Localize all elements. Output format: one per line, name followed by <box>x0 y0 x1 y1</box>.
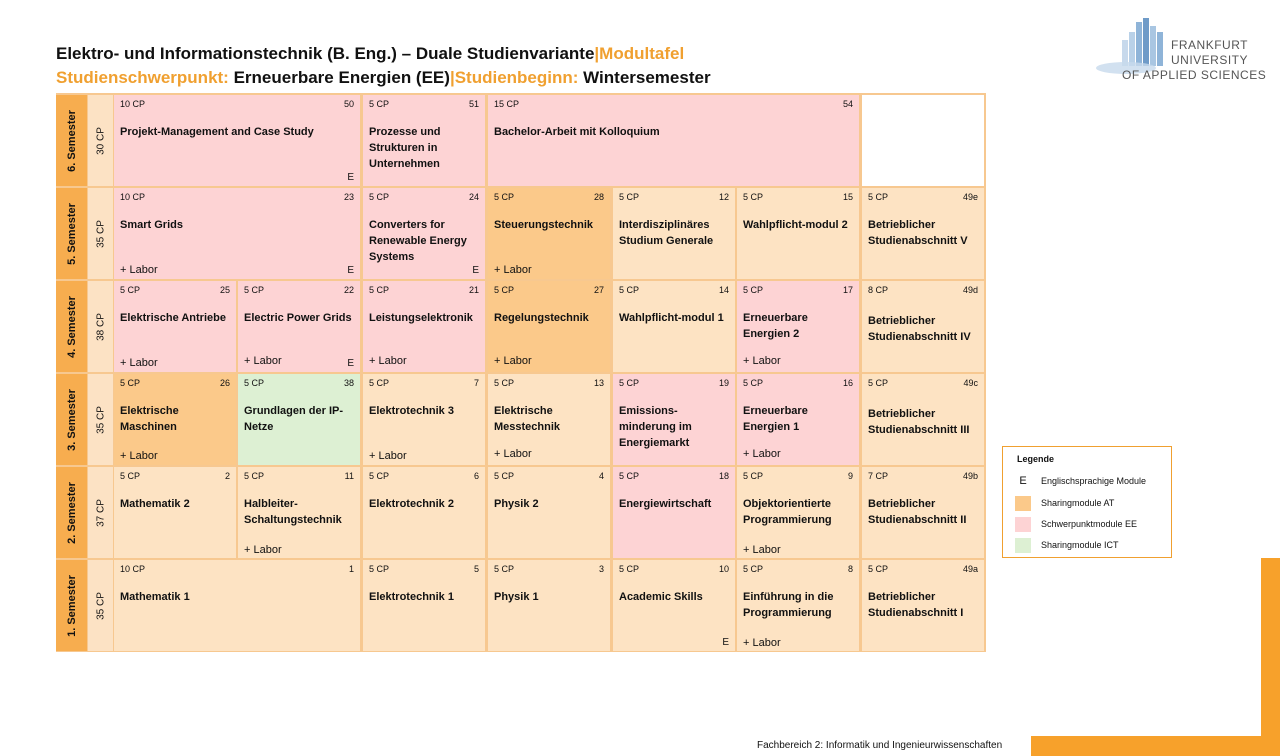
module-name: Mathematik 2 <box>120 498 190 510</box>
module-number: 49b <box>962 471 978 481</box>
semester-cp-text: 35 CP <box>95 591 106 620</box>
module-cp: 10 CP <box>120 564 146 574</box>
module-cell <box>613 374 735 465</box>
semester-cp <box>88 467 113 558</box>
module-cell <box>238 374 360 465</box>
module-number: 24 <box>468 192 479 202</box>
module-name: Erneuerbare Energien 1 <box>743 405 808 433</box>
module-name: Interdisziplinäres Studium Generale <box>619 219 714 247</box>
module-cell <box>862 467 984 558</box>
module-name: Elektrische Maschinen <box>120 405 179 433</box>
semester-label <box>56 281 87 372</box>
module-name: Physik 2 <box>494 498 539 510</box>
module-name: Elektrotechnik 2 <box>369 498 454 510</box>
module-number: 18 <box>718 471 729 481</box>
title-subtitle: Modultafel <box>599 44 685 63</box>
module-cell <box>363 95 485 186</box>
semester-label-text: 2. Semester <box>65 481 78 544</box>
module-cell <box>613 188 735 279</box>
module-name: Projekt-Management and Case Study <box>120 126 314 138</box>
module-name: Erneuerbare Energien 2 <box>743 312 808 340</box>
module-name: Leistungselektronik <box>369 312 473 324</box>
module-labor: + Labor <box>244 355 282 367</box>
module-name: Elektrische Antriebe <box>120 312 226 324</box>
module-cell <box>114 374 236 465</box>
module-cell <box>737 467 859 558</box>
module-cp: 5 CP <box>494 471 515 481</box>
module-number: 17 <box>842 285 853 295</box>
module-number: 49c <box>963 378 978 388</box>
module-number: 49e <box>962 192 978 202</box>
module-name: Energiewirtschaft <box>619 498 712 510</box>
module-number: 6 <box>473 471 479 481</box>
module-cell <box>114 95 360 186</box>
english-marker: E <box>472 265 479 276</box>
module-cp: 10 CP <box>120 99 146 109</box>
module-name: Grundlagen der IP-Netze <box>244 405 344 433</box>
module-labor: + Labor <box>494 448 532 460</box>
module-cell <box>114 281 236 372</box>
module-name: Electric Power Grids <box>244 312 352 324</box>
logo-line-1: FRANKFURT <box>1171 38 1248 52</box>
module-cp: 5 CP <box>369 471 390 481</box>
module-cp: 15 CP <box>494 99 520 109</box>
legend <box>1002 446 1172 558</box>
module-cell <box>488 281 610 372</box>
module-name: Regelungstechnik <box>494 312 589 324</box>
module-cp: 8 CP <box>868 285 889 295</box>
legend-item <box>1015 474 1165 490</box>
module-cp: 5 CP <box>619 471 640 481</box>
module-cell <box>114 467 236 558</box>
module-cell <box>363 188 485 279</box>
module-cell <box>114 560 360 651</box>
module-cp: 5 CP <box>494 564 515 574</box>
module-cp: 5 CP <box>494 378 515 388</box>
english-marker: E <box>347 265 354 276</box>
module-labor: + Labor <box>369 450 407 462</box>
module-number: 21 <box>468 285 479 295</box>
module-number: 27 <box>593 285 604 295</box>
module-number: 19 <box>718 378 729 388</box>
module-number: 49a <box>962 564 978 574</box>
module-number: 16 <box>842 378 853 388</box>
module-cell <box>238 281 360 372</box>
module-cp: 5 CP <box>619 564 640 574</box>
module-number: 7 <box>473 378 479 388</box>
module-name: Smart Grids <box>120 219 183 231</box>
semester-cp <box>88 560 113 651</box>
module-cp: 5 CP <box>120 285 141 295</box>
legend-swatch-at <box>1015 496 1031 511</box>
legend-label: Schwerpunktmodule EE <box>1041 519 1138 529</box>
module-cell <box>238 467 360 558</box>
module-labor: + Labor <box>743 355 781 367</box>
module-number: 50 <box>343 99 354 109</box>
semester-cp-text: 37 CP <box>95 498 106 527</box>
module-name: Elektrotechnik 3 <box>369 405 454 417</box>
module-cp: 5 CP <box>244 378 265 388</box>
legend-item <box>1015 538 1165 554</box>
module-cp: 5 CP <box>244 471 265 481</box>
module-cp: 5 CP <box>743 192 764 202</box>
module-labor: + Labor <box>369 355 407 367</box>
module-name: Prozesse und Strukturen in Unternehmen <box>369 126 441 170</box>
module-number: 10 <box>718 564 729 574</box>
module-name: Betrieblicher Studienabschnitt II <box>868 498 967 526</box>
module-cell <box>737 374 859 465</box>
module-cell <box>613 560 735 651</box>
module-number: 23 <box>343 192 354 202</box>
module-cell <box>488 95 859 186</box>
logo-line-3: OF APPLIED SCIENCES <box>1122 68 1267 82</box>
module-number: 25 <box>219 285 230 295</box>
module-cp: 5 CP <box>619 285 640 295</box>
module-cell <box>613 467 735 558</box>
module-cp: 5 CP <box>494 192 515 202</box>
module-cp: 5 CP <box>743 378 764 388</box>
module-cp: 5 CP <box>369 99 390 109</box>
page-title <box>56 44 684 64</box>
module-labor: + Labor <box>494 264 532 276</box>
module-name: Academic Skills <box>619 591 703 603</box>
module-number: 2 <box>224 471 230 481</box>
module-cp: 5 CP <box>868 192 889 202</box>
title-main: Elektro- und Informationstechnik (B. Eng.) – Duale Studienvariante <box>56 44 595 63</box>
module-name: Betrieblicher Studienabschnitt III <box>868 408 970 436</box>
module-number: 4 <box>598 471 604 481</box>
module-number: 22 <box>343 285 354 295</box>
legend-item <box>1015 517 1165 533</box>
module-cp: 5 CP <box>619 378 640 388</box>
module-cp: 5 CP <box>369 378 390 388</box>
module-cell <box>862 281 984 372</box>
module-cell <box>862 374 984 465</box>
module-name: Betrieblicher Studienabschnitt I <box>868 591 964 619</box>
module-cell <box>488 188 610 279</box>
module-name: Wahlpflicht-modul 1 <box>619 312 724 324</box>
module-labor: + Labor <box>743 637 781 649</box>
start-value: Wintersemester <box>583 68 711 87</box>
module-cell <box>363 281 485 372</box>
module-number: 15 <box>842 192 853 202</box>
legend-label: Sharingmodule ICT <box>1041 540 1119 550</box>
module-number: 49d <box>962 285 978 295</box>
title-separator: | <box>594 44 600 63</box>
legend-label: Sharingmodule AT <box>1041 498 1115 508</box>
page-subtitle <box>56 68 711 88</box>
module-number: 13 <box>593 378 604 388</box>
module-number: 26 <box>219 378 230 388</box>
semester-cp <box>88 95 113 186</box>
module-cell <box>114 188 360 279</box>
module-cell <box>862 560 984 651</box>
footer-text: Fachbereich 2: Informatik und Ingenieurwissenschaften <box>757 740 1003 751</box>
module-cell <box>488 560 610 651</box>
module-labor: + Labor <box>494 355 532 367</box>
module-cp: 5 CP <box>120 378 141 388</box>
module-cp: 5 CP <box>743 285 764 295</box>
module-name: Objektorientierte Programmierung <box>743 498 832 526</box>
empty-cell <box>862 95 984 186</box>
module-cp: 5 CP <box>120 471 141 481</box>
module-number: 3 <box>598 564 604 574</box>
english-marker: E <box>722 637 729 648</box>
module-name: Betrieblicher Studienabschnitt V <box>868 219 968 247</box>
start-label: Studienbeginn: <box>454 68 579 87</box>
semester-label <box>56 188 87 279</box>
semester-cp <box>88 188 113 279</box>
module-number: 54 <box>842 99 853 109</box>
subtitle-separator: | <box>449 68 455 87</box>
module-cp: 5 CP <box>369 285 390 295</box>
module-number: 11 <box>344 471 354 481</box>
module-name: Einführung in die Programmierung <box>743 591 834 619</box>
module-name: Steuerungstechnik <box>494 219 594 231</box>
module-name: Converters for Renewable Energy Systems <box>369 219 467 263</box>
module-cell <box>613 281 735 372</box>
module-cp: 5 CP <box>868 378 889 388</box>
legend-swatch-ict <box>1015 538 1031 553</box>
semester-label <box>56 560 87 651</box>
english-marker: E <box>347 172 354 183</box>
module-number: 14 <box>718 285 729 295</box>
module-cp: 5 CP <box>369 192 390 202</box>
legend-title: Legende <box>1017 454 1055 464</box>
module-cp: 10 CP <box>120 192 146 202</box>
legend-swatch-ee <box>1015 517 1031 532</box>
module-number: 12 <box>718 192 729 202</box>
legend-item <box>1015 496 1165 512</box>
focus-value: Erneuerbare Energien (EE) <box>233 68 450 87</box>
focus-label: Studienschwerpunkt: <box>56 68 229 87</box>
module-cell <box>363 467 485 558</box>
module-cell <box>363 374 485 465</box>
module-name: Elektrische Messtechnik <box>494 405 561 433</box>
module-name: Bachelor-Arbeit mit Kolloquium <box>494 126 660 138</box>
semester-label <box>56 374 87 465</box>
module-name: Wahlpflicht-modul 2 <box>743 219 848 231</box>
semester-label <box>56 95 87 186</box>
module-name: Halbleiter-Schaltungstechnik <box>244 498 342 526</box>
module-number: 38 <box>343 378 354 388</box>
module-cp: 5 CP <box>369 564 390 574</box>
legend-label: Englischsprachige Module <box>1041 476 1147 486</box>
module-name: Mathematik 1 <box>120 591 190 603</box>
accent-bar-vertical <box>1261 558 1280 756</box>
module-cell <box>737 188 859 279</box>
module-cell <box>363 560 485 651</box>
module-cell <box>862 188 984 279</box>
module-labor: + Labor <box>743 448 781 460</box>
semester-label-text: 1. Semester <box>65 574 78 637</box>
module-cp: 5 CP <box>494 285 515 295</box>
module-cell <box>737 560 859 651</box>
module-labor: + Labor <box>120 264 158 276</box>
module-number: 9 <box>847 471 853 481</box>
module-cp: 7 CP <box>868 471 889 481</box>
module-number: 5 <box>473 564 479 574</box>
accent-bar-horizontal <box>1031 736 1280 756</box>
university-logo-text <box>1122 38 1267 83</box>
module-number: 8 <box>847 564 853 574</box>
module-name: Emissions-minderung im Energiemarkt <box>619 405 692 449</box>
module-labor: + Labor <box>120 357 158 369</box>
module-number: 1 <box>348 564 354 574</box>
semester-label-text: 4. Semester <box>65 295 78 358</box>
module-cp: 5 CP <box>244 285 265 295</box>
semester-cp <box>88 281 113 372</box>
semester-cp-text: 35 CP <box>95 219 106 248</box>
module-name: Betrieblicher Studienabschnitt IV <box>868 315 971 343</box>
module-cell <box>737 281 859 372</box>
semester-label-text: 5. Semester <box>65 202 78 265</box>
semester-label-text: 6. Semester <box>65 109 78 172</box>
module-cell <box>488 467 610 558</box>
module-labor: + Labor <box>120 450 158 462</box>
module-labor: + Labor <box>743 544 781 556</box>
module-cp: 5 CP <box>743 471 764 481</box>
module-cell <box>488 374 610 465</box>
logo-line-2: UNIVERSITY <box>1170 53 1248 67</box>
module-cp: 5 CP <box>868 564 889 574</box>
module-labor: + Labor <box>244 544 282 556</box>
semester-cp-text: 38 CP <box>95 312 106 341</box>
module-number: 51 <box>468 99 479 109</box>
semester-label <box>56 467 87 558</box>
module-cp: 5 CP <box>619 192 640 202</box>
semester-cp-text: 30 CP <box>95 126 106 155</box>
module-number: 28 <box>593 192 604 202</box>
module-name: Physik 1 <box>494 591 539 603</box>
module-cp: 5 CP <box>743 564 764 574</box>
legend-swatch-english: E <box>1019 475 1027 487</box>
semester-cp <box>88 374 113 465</box>
semester-label-text: 3. Semester <box>65 388 78 451</box>
module-name: Elektrotechnik 1 <box>369 591 454 603</box>
semester-cp-text: 35 CP <box>95 405 106 434</box>
english-marker: E <box>347 358 354 369</box>
